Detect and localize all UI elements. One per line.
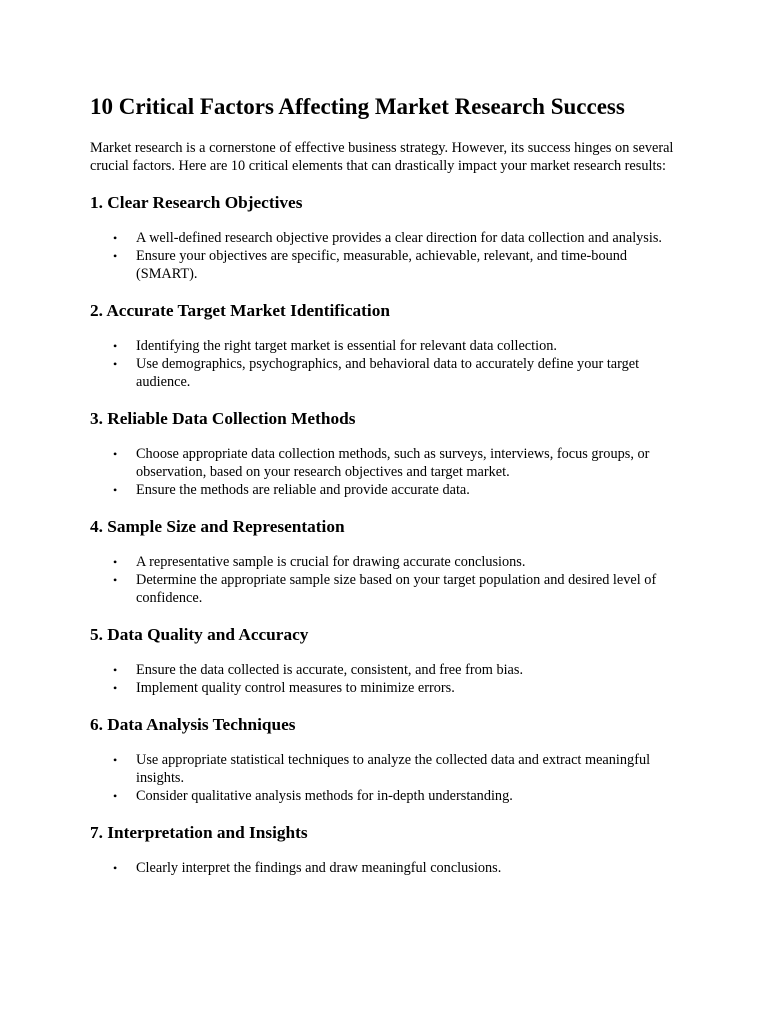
- list-item-text: Implement quality control measures to minimize errors.: [136, 680, 455, 696]
- list-item: [90, 445, 690, 481]
- bullet-icon: •: [113, 357, 118, 371]
- list-item: [90, 859, 690, 877]
- list-item-text: Ensure the data collected is accurate, consistent, and free from bias.: [136, 662, 524, 678]
- list-item-text: Determine the appropriate sample size based on your target population and desired level of confidence.: [136, 572, 657, 606]
- bullet-icon: •: [113, 339, 118, 353]
- list-item: [90, 229, 690, 247]
- list-item: [90, 751, 690, 787]
- bullet-list: [90, 553, 690, 607]
- page-title: 10 Critical Factors Affecting Market Research Success: [90, 94, 625, 119]
- list-item-text: Consider qualitative analysis methods for in-depth understanding.: [136, 788, 513, 804]
- bullet-list: [90, 859, 690, 877]
- bullet-icon: •: [113, 663, 118, 677]
- list-item: [90, 787, 690, 805]
- bullet-list: [90, 445, 690, 499]
- section-heading: 1. Clear Research Objectives: [90, 193, 303, 212]
- list-item-text: Identifying the right target market is essential for relevant data collection.: [136, 338, 557, 354]
- document-body: [90, 92, 690, 894]
- bullet-icon: •: [113, 231, 118, 245]
- sections-container: [90, 192, 690, 877]
- section-heading: 4. Sample Size and Representation: [90, 517, 345, 536]
- list-item-text: A well-defined research objective provides a clear direction for data collection and analysis.: [136, 230, 662, 246]
- list-item: [90, 337, 690, 355]
- list-item-text: Clearly interpret the findings and draw meaningful conclusions.: [136, 860, 502, 876]
- list-item: [90, 355, 690, 391]
- bullet-icon: •: [113, 681, 118, 695]
- bullet-list: [90, 229, 690, 283]
- bullet-icon: •: [113, 447, 118, 461]
- list-item-text: A representative sample is crucial for drawing accurate conclusions.: [136, 554, 526, 570]
- section-heading: 2. Accurate Target Market Identification: [90, 301, 390, 320]
- list-item-text: Use demographics, psychographics, and behavioral data to accurately define your target audience.: [136, 356, 640, 390]
- intro-paragraph: Market research is a cornerstone of effective business strategy. However, its success hinges on several crucial factors. Here are 10 critical elements that can drastically impact your market research results:: [90, 140, 674, 174]
- list-item-text: Ensure your objectives are specific, measurable, achievable, relevant, and time-bound (SMART).: [136, 248, 628, 282]
- list-item: [90, 247, 690, 283]
- list-item: [90, 679, 690, 697]
- bullet-icon: •: [113, 555, 118, 569]
- list-item: [90, 481, 690, 499]
- bullet-icon: •: [113, 789, 118, 803]
- list-item: [90, 571, 690, 607]
- bullet-icon: •: [113, 573, 118, 587]
- bullet-icon: •: [113, 753, 118, 767]
- bullet-list: [90, 661, 690, 697]
- list-item: [90, 553, 690, 571]
- section-heading: 7. Interpretation and Insights: [90, 823, 308, 842]
- bullet-icon: •: [113, 861, 118, 875]
- list-item-text: Choose appropriate data collection methods, such as surveys, interviews, focus groups, or observation, based on your research objectives and target market.: [136, 446, 650, 480]
- list-item-text: Use appropriate statistical techniques to analyze the collected data and extract meaningful insights.: [136, 752, 651, 786]
- bullet-list: [90, 337, 690, 391]
- list-item-text: Ensure the methods are reliable and provide accurate data.: [136, 482, 470, 498]
- section-heading: 5. Data Quality and Accuracy: [90, 625, 309, 644]
- bullet-list: [90, 751, 690, 805]
- bullet-icon: •: [113, 483, 118, 497]
- section-heading: 6. Data Analysis Techniques: [90, 715, 296, 734]
- bullet-icon: •: [113, 249, 118, 263]
- section-heading: 3. Reliable Data Collection Methods: [90, 409, 356, 428]
- list-item: [90, 661, 690, 679]
